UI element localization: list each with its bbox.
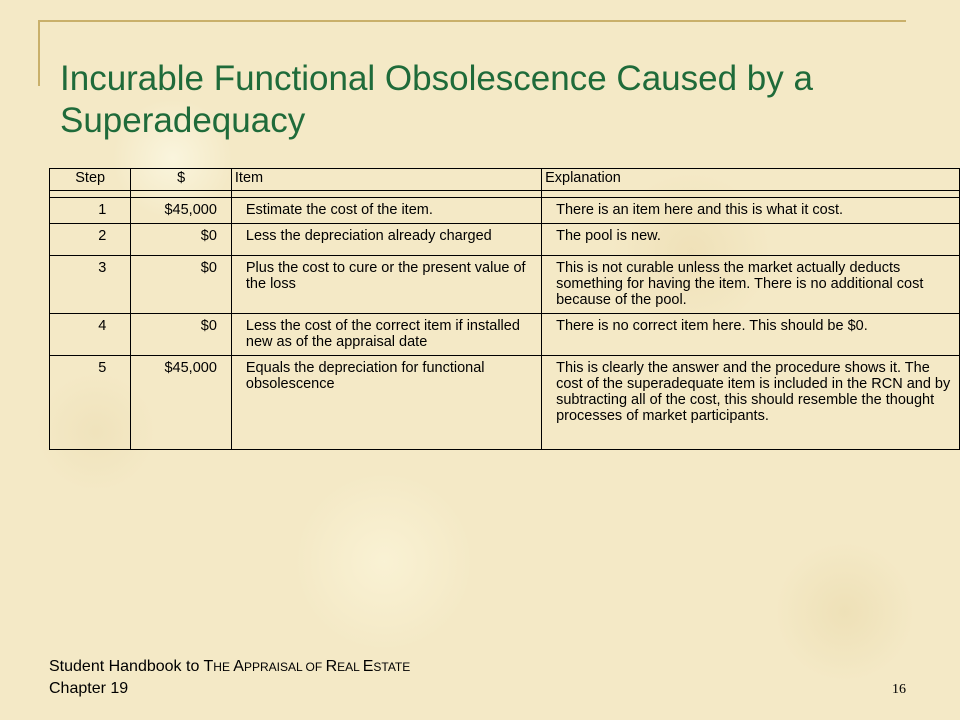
book-title-e: E: [362, 658, 374, 675]
cell-item: Plus the cost to cure or the present value of the loss: [231, 256, 541, 314]
table-row: [50, 256, 960, 314]
frame-left-line: [38, 20, 40, 86]
cell-item: Less the cost of the correct item if installed new as of the appraisal date: [231, 314, 541, 356]
footer-chapter: Chapter 19: [49, 680, 129, 697]
slide-title: Incurable Functional Obsolescence Caused by a Superadequacy: [60, 59, 813, 140]
cell-explanation: The pool is new.: [542, 224, 960, 250]
table-row: [50, 198, 960, 224]
obsolescence-table: [49, 168, 960, 450]
cell-amount: $0: [131, 314, 232, 356]
cell-step: 4: [50, 314, 131, 356]
frame-top-line: [38, 20, 906, 22]
book-title-r: R: [325, 658, 338, 675]
cell-explanation: This is not curable unless the market actually deducts something for having the item. There is no additional cost because of the pool.: [542, 256, 960, 314]
footer-book-title: [49, 658, 410, 676]
cell-item: Equals the depreciation for functional obsolescence: [231, 356, 541, 450]
book-title-state: STATE: [373, 660, 411, 674]
book-title-a: A: [233, 658, 244, 675]
table-row: [50, 224, 960, 250]
cell-explanation: This is clearly the answer and the procedure shows it. The cost of the superadequate item is included in the RCN and by subtracting all of the cost, this should resemble the thought processes of market participants.: [542, 356, 960, 450]
book-title-ppraisal: PPRAISAL OF: [243, 660, 326, 674]
obsolescence-table-container: [49, 168, 960, 450]
header-item: Item: [231, 169, 541, 191]
cell-step: 2: [50, 224, 131, 250]
cell-amount: $45,000: [131, 198, 232, 224]
cell-amount: $0: [131, 256, 232, 314]
book-title-eal: EAL: [337, 660, 363, 674]
table-row: [50, 314, 960, 356]
cell-step: 1: [50, 198, 131, 224]
page-number: 16: [892, 682, 906, 697]
header-amount: $: [131, 169, 232, 191]
book-title-t: T: [203, 658, 214, 675]
cell-item: Less the depreciation already charged: [231, 224, 541, 250]
cell-explanation: There is no correct item here. This should be $0.: [542, 314, 960, 356]
cell-amount: $45,000: [131, 356, 232, 450]
table-row: [50, 356, 960, 450]
cell-explanation: There is an item here and this is what it cost.: [542, 198, 960, 224]
cell-item: Estimate the cost of the item.: [231, 198, 541, 224]
header-explanation: Explanation: [542, 169, 960, 191]
book-title-prefix: Student Handbook to: [49, 658, 204, 675]
table-header-row: [50, 169, 960, 191]
cell-step: 3: [50, 256, 131, 314]
cell-step: 5: [50, 356, 131, 450]
cell-amount: $0: [131, 224, 232, 250]
book-title-he: HE: [213, 660, 234, 674]
header-step: Step: [50, 169, 131, 191]
